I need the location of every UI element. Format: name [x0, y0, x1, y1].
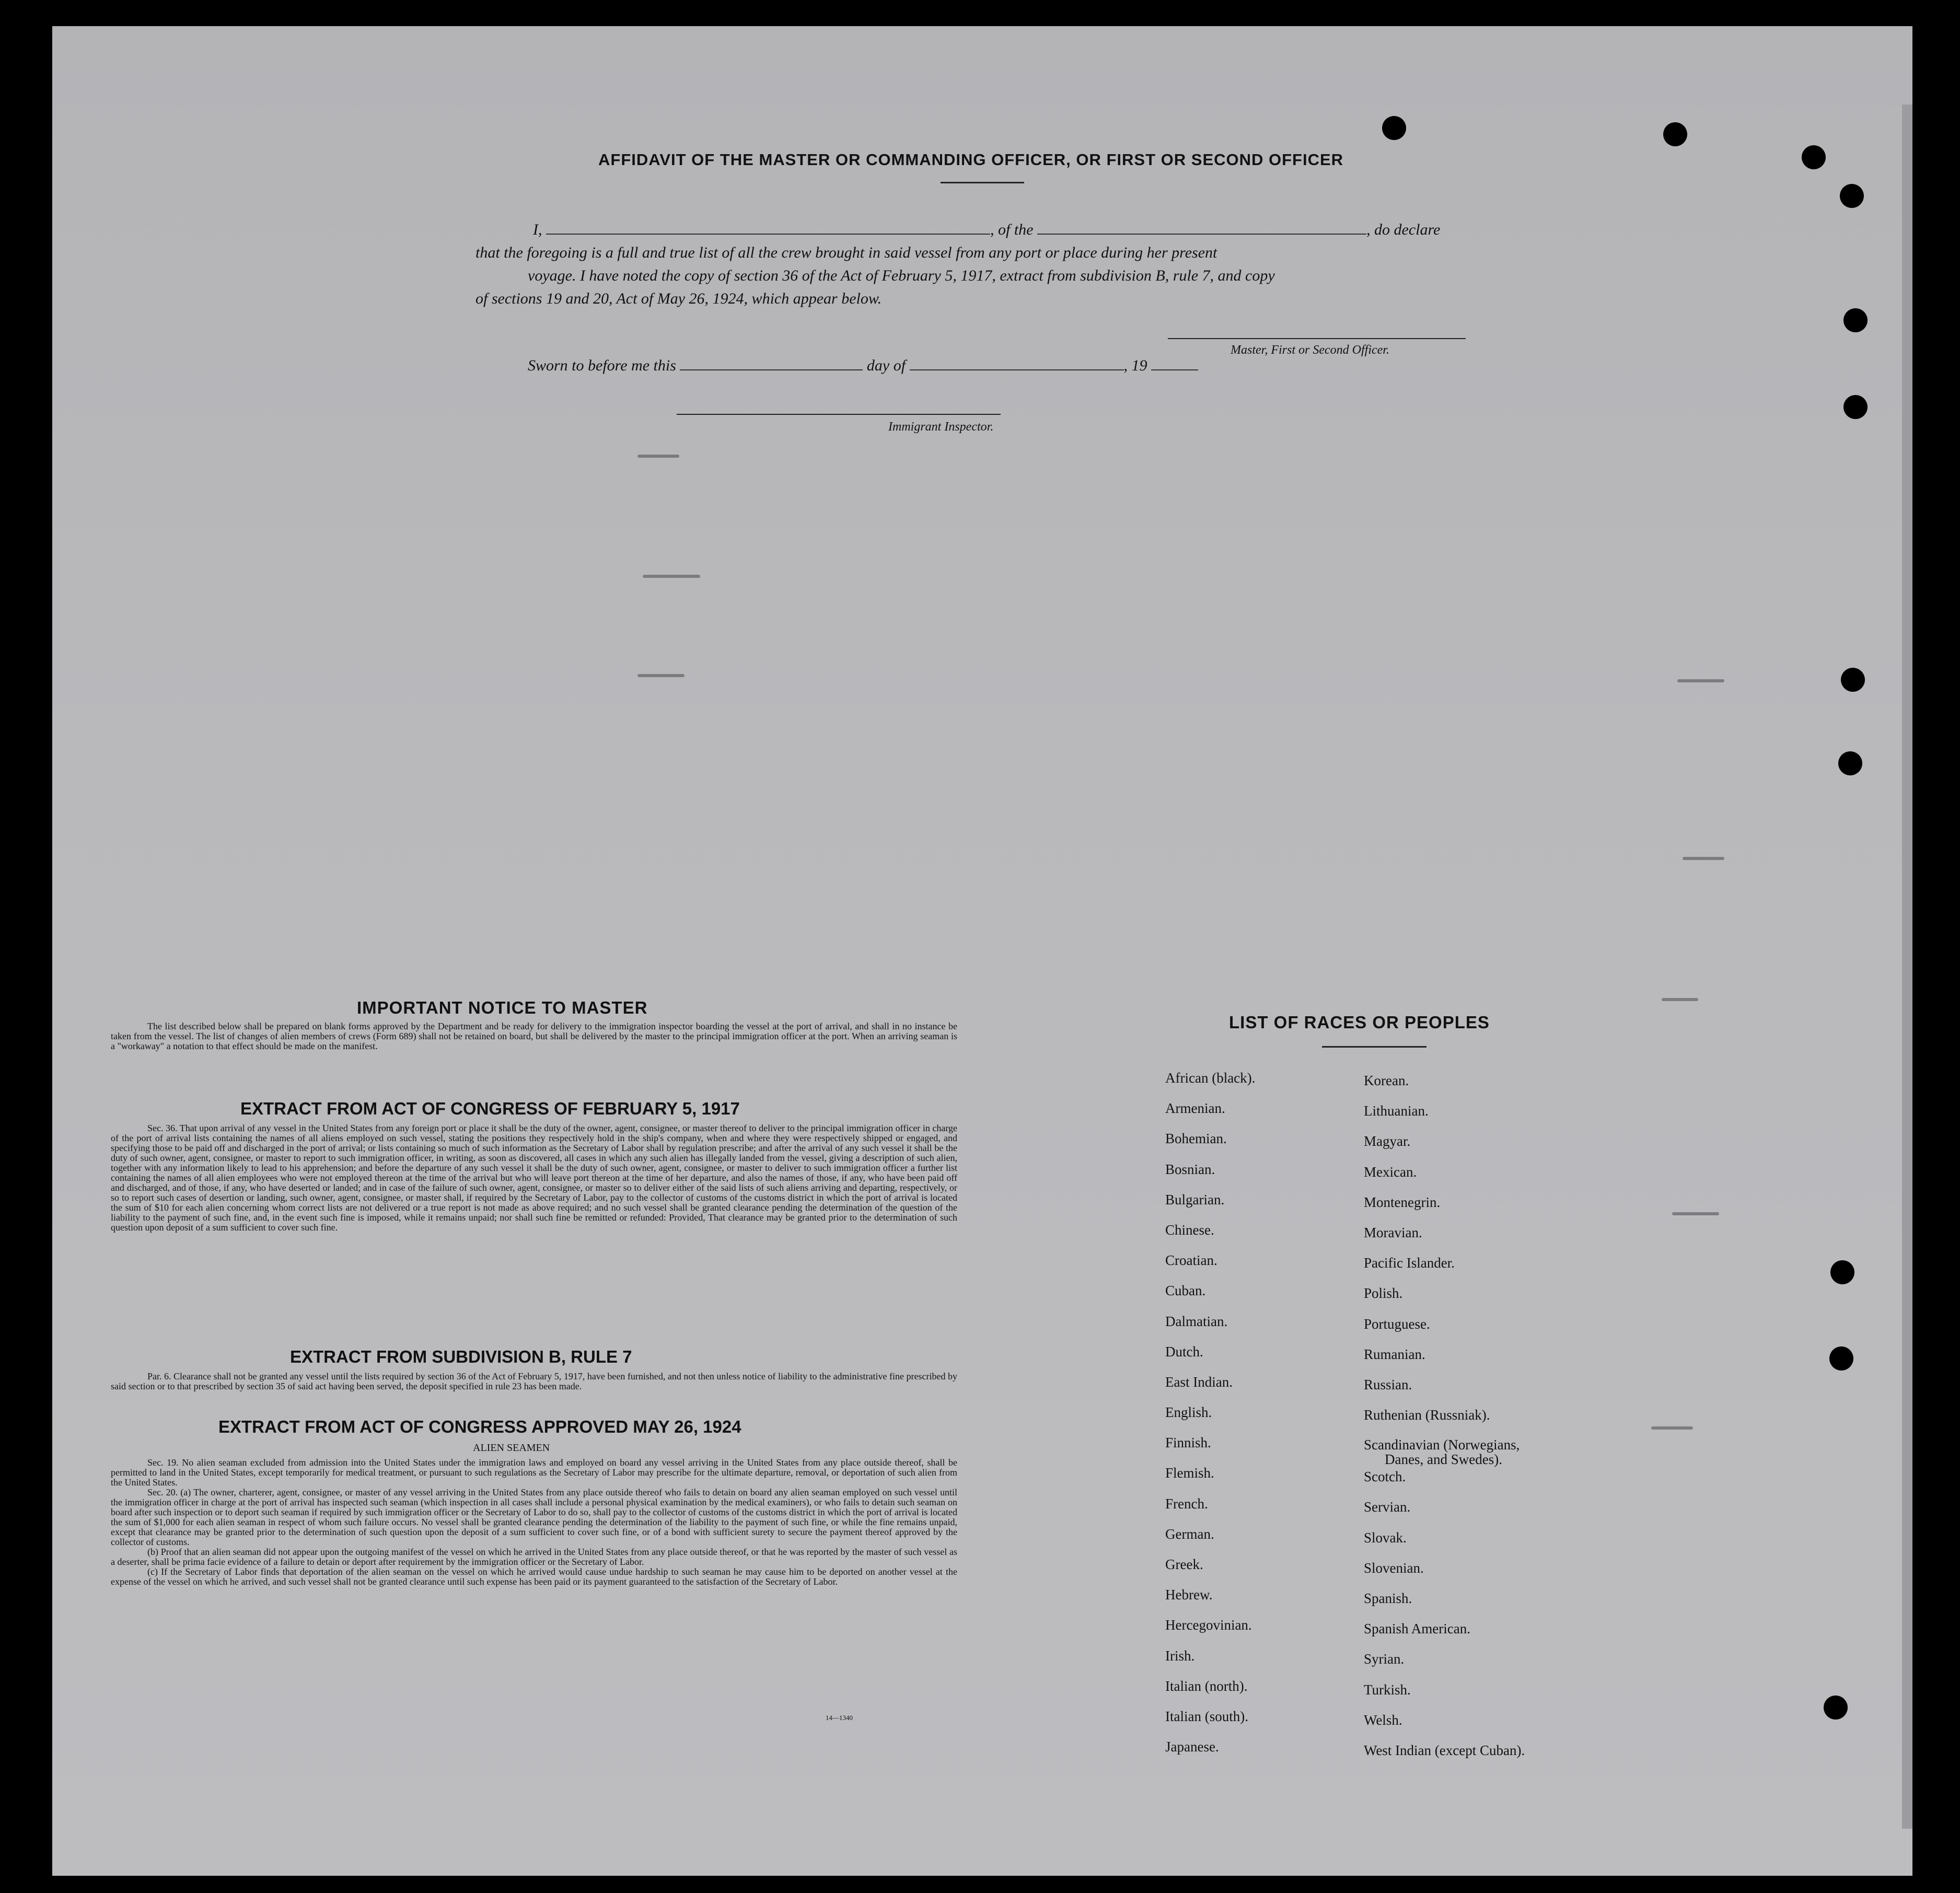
race-item-scandinavian — [1364, 1437, 1525, 1467]
affidavit-line3: voyage. I have noted the copy of section 36 of the Act of February 5, 1917, extract from subdivision B, rule 7, and copy — [528, 267, 1275, 284]
race-item: Cuban. — [1165, 1283, 1206, 1299]
race-item: Armenian. — [1165, 1100, 1225, 1117]
inspector-signature-line[interactable] — [677, 414, 1001, 415]
race-item: Turkish. — [1364, 1681, 1411, 1698]
race-item: Magyar. — [1364, 1133, 1411, 1149]
smudge — [1677, 679, 1724, 682]
races-column-1 — [1165, 1070, 1255, 1769]
race-item: Slovak. — [1364, 1529, 1407, 1546]
master-label: Master, First or Second Officer. — [1231, 343, 1389, 357]
affidavit-line2: that the foregoing is a full and true list of all the crew brought in said vessel from any port or place during her present — [475, 244, 1217, 261]
race-item: English. — [1165, 1404, 1212, 1421]
inspector-label: Immigrant Inspector. — [888, 420, 994, 434]
race-item: Servian. — [1364, 1499, 1411, 1515]
race-item: Japanese. — [1165, 1739, 1219, 1755]
act1924-sec20c: (c) If the Secretary of Labor finds that deportation of the alien seaman on the vessel on which he arrived would cause undue hardship to such seaman he may cause him to be deported on another vessel at the expense of the vessel on which he arrived, and such vessel shall not be granted clearance until such expense has been paid or its payment guaranteed to the satisfaction of the Secretary of Labor. — [111, 1566, 957, 1587]
rule7-body: Par. 6. Clearance shall not be granted any vessel until the lists required by section 36 of the Act of February 5, 1917, have been furnished, and not then unless notice of liability to the administrative fine prescribed by said section or to that prescribed by section 35 of said act having been served, the deposit specified in rule 23 has been made. — [111, 1371, 957, 1391]
race-item: Finnish. — [1165, 1435, 1211, 1451]
sworn-month-blank[interactable] — [910, 369, 1124, 370]
race-item: Flemish. — [1165, 1465, 1214, 1481]
race-item: Portuguese. — [1364, 1316, 1430, 1332]
race-item: Dutch. — [1165, 1343, 1203, 1360]
page-edge — [1902, 104, 1912, 1829]
punch-hole — [1829, 1346, 1853, 1371]
race-item: Polish. — [1364, 1285, 1403, 1302]
race-item: Hebrew. — [1165, 1587, 1213, 1603]
affidavit-declare: , do declare — [1366, 221, 1441, 238]
act1924-sec20a: Sec. 20. (a) The owner, charterer, agent, consignee, or master of any vessel arriving in the United States from any place outside thereof who fails to detain on board any alien seaman employed on such vessel until the immigration officer in charge at the port of arrival has inspected such seaman (which inspection in all cases shall include a personal physical examination by the medical examiners), or who fails to detain such seaman on board after such inspection or to deport such seaman if required by such immigration officer or the Secretary of Labor to do so, shall pay to the collector of customs of the customs district in which the port of arrival is located the sum of $1,000 for each alien seaman in respect of whom such failure occurs. No vessel shall be granted clearance pending the determination of the liability to the payment of such fine, or while the fine remains unpaid, except that clearance may be granted prior to the determination of such question upon the deposit of a sum sufficient to cover such fine, or of a bond with sufficient surety to secure the payment thereof approved by the collector of customs. — [111, 1487, 957, 1547]
race-item: Irish. — [1165, 1647, 1195, 1664]
affidavit-line4: of sections 19 and 20, Act of May 26, 1924, which appear below. — [475, 290, 882, 307]
race-item: Lithuanian. — [1364, 1103, 1429, 1119]
race-item: Bosnian. — [1165, 1161, 1215, 1177]
act1924-body — [111, 1458, 957, 1587]
race-item: Syrian. — [1364, 1651, 1405, 1667]
sworn-year: , 19 — [1123, 357, 1147, 374]
rule7-title: EXTRACT FROM SUBDIVISION B, RULE 7 — [290, 1347, 632, 1366]
race-item: German. — [1165, 1526, 1214, 1542]
race-item: Russian. — [1364, 1376, 1412, 1392]
race-item: Slovenian. — [1364, 1560, 1424, 1576]
race-item: Scandinavian (Norwegians, — [1364, 1437, 1520, 1453]
sworn-day-blank[interactable] — [680, 369, 863, 370]
races-column-2 — [1364, 1073, 1525, 1773]
race-item: East Indian. — [1165, 1374, 1233, 1390]
notice-body: The list described below shall be prepared on blank forms approved by the Department and be ready for delivery to the immigration inspector boarding the vessel at the port of arrival, and shall in no instance be taken from the vessel. The list of changes of alien members of crews (Form 689) shall not be retained on board, but shall be delivered by the master to the principal immigration officer at the port. When an arriving seaman is a "workaway" a notation to that effect should be made on the manifest. — [111, 1021, 957, 1051]
act1924-subtitle: ALIEN SEAMEN — [473, 1442, 550, 1454]
punch-hole — [1824, 1695, 1848, 1720]
race-item: Chinese. — [1165, 1222, 1214, 1238]
punch-hole — [1663, 122, 1687, 146]
sworn-line — [528, 354, 1312, 377]
form-number: 14—1340 — [826, 1714, 853, 1722]
affidavit-i: I, — [533, 221, 542, 238]
document-page — [52, 26, 1912, 1876]
punch-hole — [1382, 116, 1406, 140]
race-item: Croatian. — [1165, 1252, 1217, 1269]
act1924-sec20b: (b) Proof that an alien seaman did not appear upon the outgoing manifest of the vessel on which he arrived in the United States from any place outside thereof, or that he was reported by the master of such vessel as a deserter, shall be prima facie evidence of a failure to detain or deport after requirement by the immigration officer or the Secretary of Labor. — [111, 1547, 957, 1567]
smudge — [643, 575, 700, 578]
races-title: LIST OF RACES OR PEOPLES — [1229, 1013, 1490, 1032]
punch-hole — [1841, 668, 1865, 692]
race-item: West Indian (except Cuban). — [1364, 1742, 1525, 1758]
vessel-blank[interactable] — [1037, 234, 1366, 235]
act1917-title: EXTRACT FROM ACT OF CONGRESS OF FEBRUARY 5, 1917 — [240, 1099, 740, 1118]
title-rule — [941, 182, 1024, 183]
punch-hole — [1843, 308, 1868, 332]
race-item: Montenegrin. — [1364, 1194, 1441, 1210]
name-blank[interactable] — [546, 234, 990, 235]
smudge — [637, 674, 685, 677]
smudge — [1672, 1212, 1719, 1215]
race-item: Hercegovinian. — [1165, 1617, 1252, 1633]
race-item: Moravian. — [1364, 1224, 1422, 1240]
act1917-body: Sec. 36. That upon arrival of any vessel in the United States from any foreign port or place it shall be the duty of the owner, agent, consignee, or master thereof to deliver to the principal immigration officer in charge of the port of arrival lists containing the names of all aliens employed on such vessel, stating the positions they respectively hold in the ship's company, when and where they were respectively shipped or engaged, and specifying those to be paid off and discharged in the port of arrival; or lists containing so much of such information as the Secretary of Labor shall by regulation prescribe; and after the arrival of any such vessel it shall be the duty of such owner, agent, consignee, or master to report to such immigration officer, in writing, as soon as discovered, all cases in which any such alien has illegally landed from the vessel, giving a description of such alien, together with any information likely to lead to his apprehension; and before the departure of any such vessel it shall be the duty of such owner, agent, consignee, or master to deliver to such immigration officer a further list containing the names of all alien employees who were not employed thereon at the time of the arrival but who will leave port thereon at the time of her departure, and also the names of those, if any, who have been paid off and discharged, and of those, if any, who have deserted or landed; and in case of the failure of such owner, agent, consignee, or master so to deliver either of the said lists of such aliens arriving and departing, respectively, or so to report such cases of desertion or landing, such owner, agent, consignee, or master shall, if required by the Secretary of Labor, pay to the collector of customs of the customs district in which the port of arrival is located the sum of $10 for each alien concerning whom correct lists are not delivered or a true report is not made as above required; and no such vessel shall be granted clearance pending the determination of the question of the liability to the payment of such fine, and, in the event such fine is imposed, while it remains unpaid; nor shall such fine be remitted or refunded: Provided, That clearance may be granted prior to the determination of such question upon deposit of a sum sufficient to cover such fine. — [111, 1123, 957, 1233]
race-item: Korean. — [1364, 1073, 1409, 1088]
races-title-rule — [1322, 1046, 1426, 1048]
race-item: Dalmatian. — [1165, 1313, 1228, 1329]
race-item: Welsh. — [1364, 1712, 1402, 1728]
smudge — [1662, 998, 1698, 1001]
sworn-day-of: day of — [866, 357, 906, 374]
affidavit-title: AFFIDAVIT OF THE MASTER OR COMMANDING OFFICER, OR FIRST OR SECOND OFFICER — [598, 150, 1344, 169]
affidavit-of-the: , of the — [990, 221, 1034, 238]
race-item: Italian (north). — [1165, 1678, 1248, 1694]
act1924-sec19: Sec. 19. No alien seaman excluded from admission into the United States under the immigration laws and employed on board any vessel arriving in the United States from any place outside thereof, shall be permitted to land in the United States, except temporarily for medical treatment, or pursuant to such regulations as the Secretary of Labor may prescribe for the ultimate departure, removal, or deportation of such alien from the United States. — [111, 1457, 957, 1488]
race-item: Rumanian. — [1364, 1346, 1425, 1362]
race-item: Greek. — [1165, 1557, 1203, 1572]
race-item: Bohemian. — [1165, 1131, 1227, 1147]
notice-title: IMPORTANT NOTICE TO MASTER — [357, 998, 648, 1017]
punch-hole — [1830, 1260, 1854, 1284]
punch-hole — [1840, 184, 1864, 208]
affidavit-line1 — [533, 218, 1578, 241]
race-item: French. — [1165, 1495, 1208, 1512]
smudge — [1683, 857, 1724, 860]
smudge — [1651, 1426, 1693, 1430]
race-item: Spanish American. — [1364, 1621, 1470, 1637]
race-item: Spanish. — [1364, 1590, 1412, 1606]
sworn-year-blank[interactable] — [1151, 369, 1198, 370]
punch-hole — [1843, 395, 1868, 419]
race-item: Italian (south). — [1165, 1708, 1248, 1724]
race-item: Ruthenian (Russniak). — [1364, 1407, 1490, 1423]
race-item-cont: Danes, and Swedes). — [1385, 1451, 1502, 1468]
race-item: Scotch. — [1364, 1469, 1406, 1485]
race-item: Mexican. — [1364, 1164, 1417, 1180]
race-item: Bulgarian. — [1165, 1191, 1225, 1207]
race-item: African (black). — [1165, 1070, 1256, 1086]
smudge — [637, 455, 679, 458]
race-item: Pacific Islander. — [1364, 1255, 1455, 1271]
act1924-title: EXTRACT FROM ACT OF CONGRESS APPROVED MAY 26, 1924 — [218, 1417, 741, 1436]
punch-hole — [1838, 751, 1862, 775]
punch-hole — [1802, 145, 1826, 169]
sworn-text: Sworn to before me this — [528, 357, 676, 374]
